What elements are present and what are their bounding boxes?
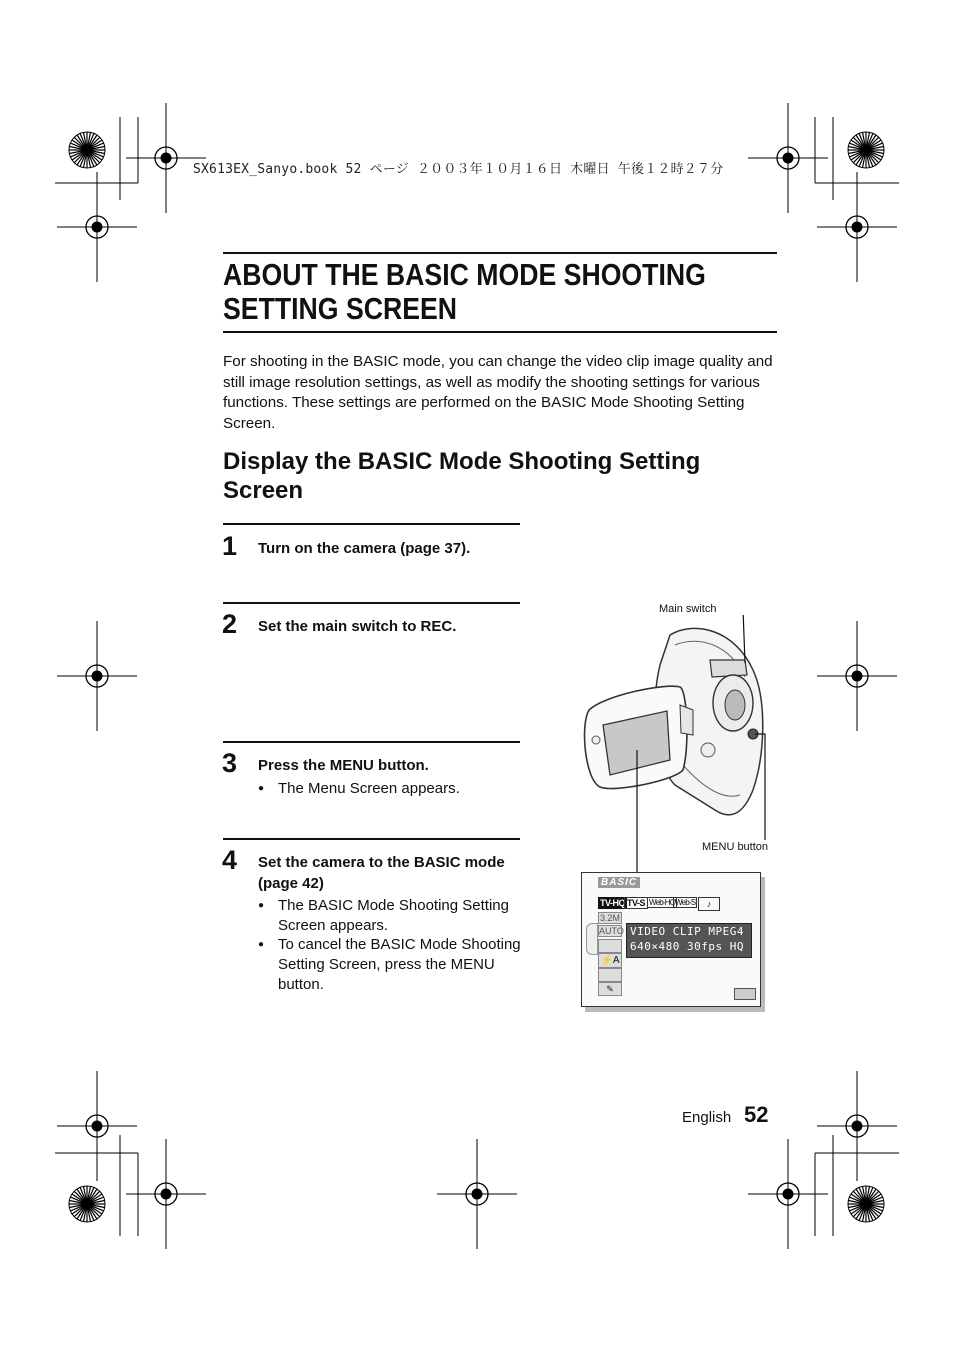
screen-left-tab — [586, 923, 598, 955]
quality-tab-tv-s: TV-S — [624, 897, 648, 909]
info-box — [626, 923, 752, 958]
step-4-bullet-2: ● To cancel the BASIC Mode Shooting Setting Screen, press the MENU button. — [278, 935, 528, 995]
info-line-2: 640×480 30fps HQ — [630, 940, 744, 953]
print-header-line: SX613EX_Sanyo.book 52 ページ ２００３年１０月１６日 木曜日 午後１２時２７分 — [193, 162, 724, 177]
info-line-1: VIDEO CLIP MPEG4 — [630, 925, 744, 938]
wrench-icon: ✎ — [598, 982, 622, 996]
step-4-title: Set the camera to the BASIC mode (page 42) — [258, 854, 505, 892]
step-2-rule — [223, 602, 520, 604]
step-1-number: 1 — [222, 531, 238, 561]
page-number: 52 — [744, 1102, 769, 1127]
microphone-icon: ♪ — [698, 897, 720, 911]
quality-tab-web-hq: Web-HQ — [649, 898, 676, 907]
flash-icon: ⚡A — [598, 953, 622, 968]
title-bottom-rule — [223, 331, 777, 333]
step-3-bullet-1: ● The Menu Screen appears. — [278, 779, 528, 799]
step-4-number: 4 — [222, 845, 238, 875]
step-1-rule — [223, 523, 520, 525]
page-title: ABOUT THE BASIC MODE SHOOTING SETTING SCREEN — [223, 257, 706, 326]
step-3-number: 3 — [222, 748, 238, 778]
side-icon-resolution: 3.2M — [599, 913, 620, 923]
battery-icon — [734, 988, 756, 1000]
footer-language: English — [682, 1109, 732, 1126]
quality-tab-web-s: Web-S — [675, 898, 696, 907]
step-2-number: 2 — [222, 609, 238, 639]
step-3-rule — [223, 741, 520, 743]
intro-paragraph: For shooting in the BASIC mode, you can change the video clip image quality and still image resolution settings, as well as modify the shooting settings for various functions. These settings are performed on the BASIC Mode Shooting Setting Screen. — [223, 353, 773, 432]
self-timer-icon — [598, 968, 622, 982]
step-3-title: Press the MENU button. — [258, 757, 429, 774]
step-1-title: Turn on the camera (page 37). — [258, 540, 471, 557]
quality-tab-tv-hq: TV-HQ — [600, 898, 626, 908]
title-top-rule — [223, 252, 777, 254]
basic-mode-logo: BASIC — [598, 877, 640, 888]
step-4-bullet-1: ● The BASIC Mode Shooting Setting Screen appears. — [278, 896, 528, 936]
side-icon-auto: AUTO — [599, 926, 624, 936]
side-icon-scene — [598, 939, 622, 953]
section-heading: Display the BASIC Mode Shooting Setting Screen — [223, 448, 701, 504]
step-4-rule — [223, 838, 520, 840]
main-switch-label: Main switch — [659, 603, 717, 615]
basic-mode-screen — [581, 872, 761, 1007]
menu-button-label: MENU button — [702, 841, 769, 853]
step-2-title: Set the main switch to REC. — [258, 618, 457, 635]
